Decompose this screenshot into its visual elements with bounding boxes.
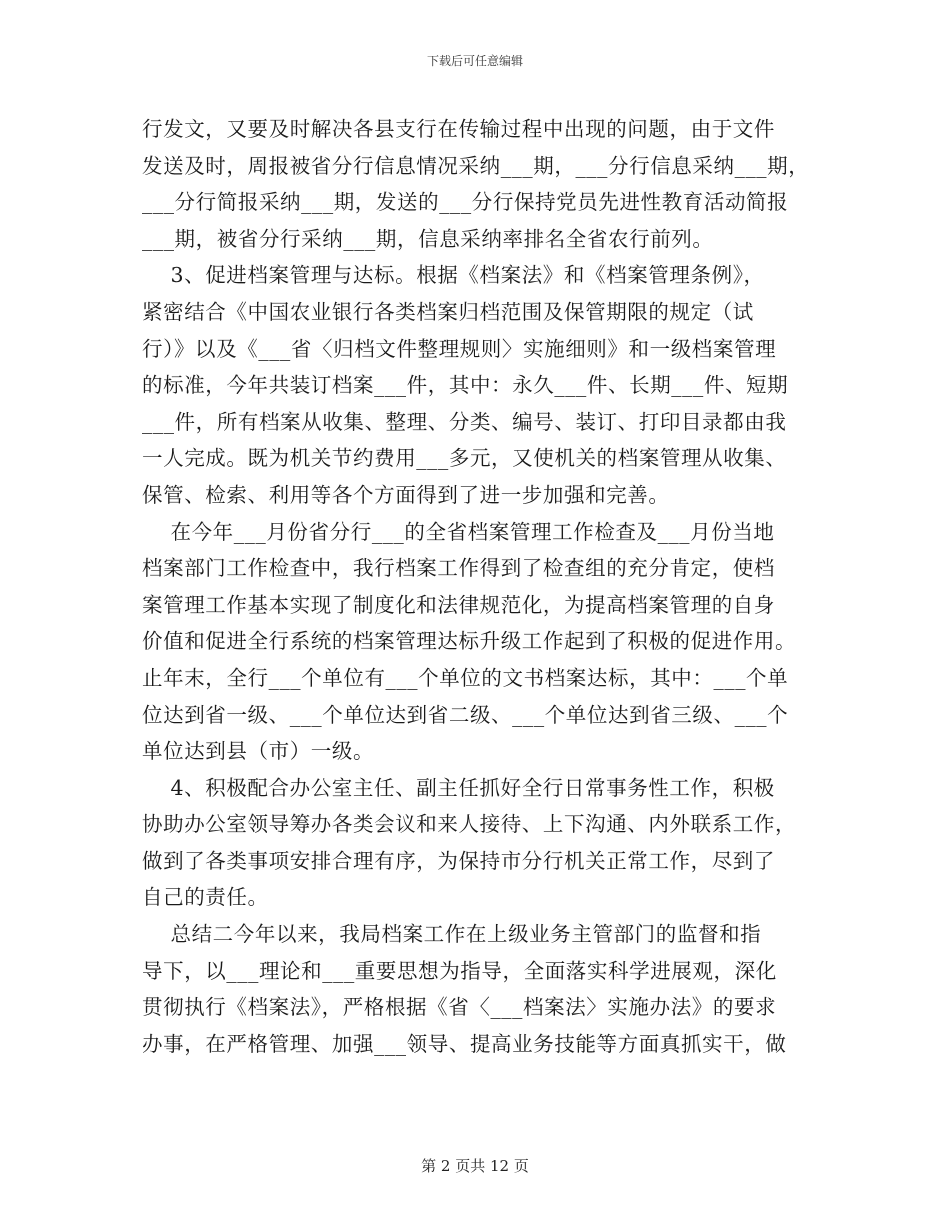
text-line: 保管、检索、利用等各个方面得到了进一步加强和完善。 xyxy=(142,482,670,507)
text-line: 行）》以及《___省〈归档文件整理规则〉实施细则》和一级档案管理 xyxy=(142,336,777,361)
text-line: ___分行简报采纳___期，发送的___分行保持党员先进性教育活动简报 xyxy=(142,190,789,215)
text-line: 位达到省一级、___个单位达到省二级、___个单位达到省三级、___个 xyxy=(142,702,789,727)
text-line: 导下，以___理论和___重要思想为指导，全面落实科学进展观，深化 xyxy=(142,958,777,983)
page-number: 第 2 页共 12 页 xyxy=(421,1157,529,1175)
page-header: 下载后可任意编辑 xyxy=(426,54,523,68)
text-line: ___件，所有档案从收集、整理、分类、编号、装订、打印目录都由我 xyxy=(142,409,787,434)
text-line: 止年末，全行___个单位有___个单位的文书档案达标，其中：___个单 xyxy=(142,665,789,690)
document-body xyxy=(142,111,812,1062)
text-line: 自己的责任。 xyxy=(142,885,269,910)
text-line: 案管理工作基本实现了制度化和法律规范化，为提高档案管理的自身 xyxy=(142,592,775,617)
text-line: 紧密结合《中国农业银行各类档案归档范围及保管期限的规定（试 xyxy=(142,299,754,324)
text-line: 的标准，今年共装订档案___件，其中：永久___件、长期___件、短期 xyxy=(142,373,789,398)
text-line: 在今年___月份省分行___的全省档案管理工作检查及___月份当地 xyxy=(142,519,775,544)
text-line: 价值和促进全行系统的档案管理达标升级工作起到了积极的促进作用。 xyxy=(142,629,797,654)
text-line: 总结二今年以来，我局档案工作在上级业务主管部门的监督和指 xyxy=(142,922,762,947)
text-line: 3、促进档案管理与达标。根据《档案法》和《档案管理条例》， xyxy=(142,263,765,288)
text-line: 4、积极配合办公室主任、副主任抓好全行日常事务性工作，积极 xyxy=(142,775,775,800)
text-line: 贯彻执行《档案法》，严格根据《省〈___档案法〉实施办法》的要求 xyxy=(142,995,777,1020)
text-line: 办事，在严格管理、加强___领导、提高业务技能等方面真抓实干，做 xyxy=(142,1031,787,1056)
text-line: 协助办公室领导筹办各类会议和来人接待、上下沟通、内外联系工作， xyxy=(142,812,797,837)
text-line: 一人完成。既为机关节约费用___多元，又使机关的档案管理从收集、 xyxy=(142,446,787,471)
text-line: ___期，被省分行采纳___期，信息采纳率排名全省农行前列。 xyxy=(142,226,714,251)
text-line: 行发文，又要及时解决各县支行在传输过程中出现的问题，由于文件 xyxy=(142,117,775,141)
text-line: 做到了各类事项安排合理有序，为保持市分行机关正常工作，尽到了 xyxy=(142,848,775,873)
text-line: 档案部门工作检查中，我行档案工作得到了检查组的充分肯定，使档 xyxy=(142,556,775,581)
text-line: 发送及时，周报被省分行信息情况采纳___期，___分行信息采纳___期， xyxy=(142,153,810,178)
text-line: 单位达到县（市）一级。 xyxy=(142,739,375,764)
